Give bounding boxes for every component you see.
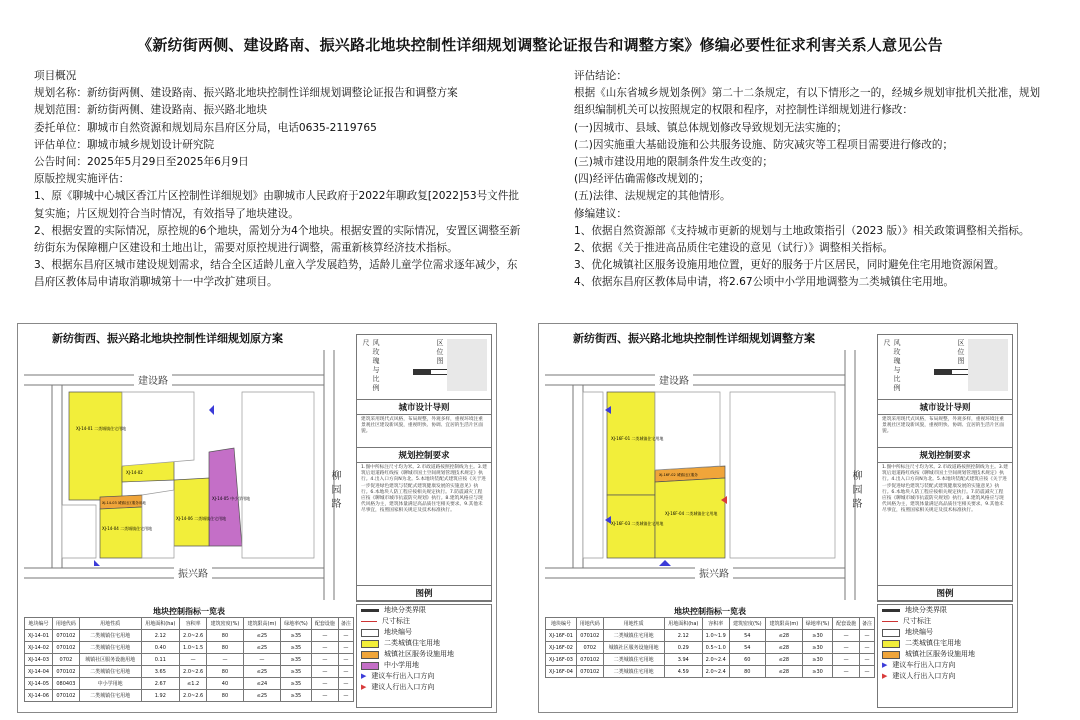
plot-xj-14-01 — [69, 392, 122, 500]
condition-1: (一)因城市、县域、镇总体规划修改导致规划无法实施的； — [574, 121, 848, 134]
plot-xj-16f-03 — [607, 495, 655, 558]
wind-rose-and-scale — [878, 335, 1012, 399]
indicator-table-grid — [24, 617, 354, 702]
road-label-bottom: 振兴路 — [695, 565, 733, 580]
table-title: 地块控制指标一览表 — [153, 607, 225, 616]
legend — [356, 604, 492, 708]
map-drawing — [24, 350, 354, 600]
conclusion-text: 根据《山东省城乡规划条例》第二十二条规定，有以下情形之一的，经城乡规划审批机关批准，规划组织编制机关可以按照规定的权限和程序，对控制性详细规划进行修改： — [574, 87, 1041, 117]
plot-xj-16f-01 — [607, 392, 655, 495]
side-info-panel — [877, 334, 1013, 602]
plot-xj-14-04 — [100, 507, 142, 558]
table-row: XJ-14-06 070102 二类城镇住宅用地 1.92 2.0~2.6 80 ≤25 ≥35 — — — [25, 690, 354, 702]
plot-label: XJ-16F-02 城镇社区服务 — [659, 473, 698, 477]
road-label-right: 柳园路 — [329, 470, 340, 512]
legend-item: ▶ 建议人行出入口方向 — [361, 683, 435, 691]
table-row: XJ-16F-04 070102 二类城镇住宅用地 4.59 2.0~2.4 80 ≤28 ≥30 — — — [546, 666, 875, 678]
commissioning-unit: 委托单位：聊城市自然资源和规划局东昌府区分局，电话0635-2119765 — [34, 121, 377, 134]
site-plan-drawing — [24, 350, 354, 600]
table-row: XJ-16F-03 070102 二类城镇住宅用地 3.94 2.0~2.4 60 ≤28 ≥30 — — — [546, 654, 875, 666]
suggestion-3: 3、优化城镇社区服务设施用地位置，更好的服务于片区居民，同时避免住宅用地资源闲置。 — [574, 259, 1005, 272]
location-map-label: 区位图 — [436, 339, 444, 366]
design-guide-text: 建筑采用现代式风格，布局规整，外观多样，重视环境注重景观社区建设新风貌，重视明快、协调、宜居的生活片区面貌。 — [361, 417, 483, 435]
wind-rose-label: 风玫瑰与比例尺 — [883, 339, 901, 393]
control-requirements-heading: 规划控制要求 — [878, 447, 1012, 463]
suggestion-2: 2、依据《关于推进高品质住宅建设的意见（试行）》调整相关指标。 — [574, 242, 894, 255]
legend-item: 中小学用地 — [357, 660, 491, 671]
plot-label: XJ-14-05 中小学用地 — [212, 496, 251, 501]
condition-2: (二)因实施重大基础设施和公共服务设施、防灾减灾等工程项目需要进行修改的； — [574, 138, 954, 151]
map-title: 新纺街西、振兴路北地块控制性详细规划调整方案 — [573, 332, 815, 345]
legend — [877, 604, 1013, 708]
side-info-panel — [356, 334, 492, 602]
plot-label: XJ-14-04 二类城镇住宅用地 — [102, 526, 153, 531]
plan-name: 规划名称：新纺街两侧、建设路南、振兴路北地块控制性详细规划调整论证报告和调整方案 — [34, 87, 458, 100]
plot-xj-16f-04 — [655, 478, 725, 558]
control-requirements-heading: 规划控制要求 — [357, 447, 491, 463]
table-header-row: 地块编号 用地代码 用地性质 用地面积(ha) 容积率 建筑密度(%) 建筑限高(m) 绿地率(%) 配套设施 备注 — [546, 618, 875, 630]
plot-label: XJ-14-03 城镇社区服务用地 — [102, 501, 146, 505]
road-label-top: 建设路 — [134, 372, 172, 387]
plot-label: XJ-14-02 — [126, 470, 143, 475]
indicator-table — [24, 606, 354, 702]
map-drawing — [545, 350, 875, 600]
legend-heading: 图例 — [357, 585, 491, 601]
table-header-row: 地块编号 用地代码 用地性质 用地面积(ha) 容积率 建筑密度(%) 建筑限高(m) 绿地率(%) 配套设施 备注 — [25, 618, 354, 630]
notice-period: 公告时间：2025年5月29日至2025年6月9日 — [34, 156, 249, 169]
legend-item: 二类城镇住宅用地 — [878, 638, 1012, 649]
left-column — [34, 68, 524, 292]
plot-label: XJ-14-01 二类城镇住宅用地 — [76, 426, 127, 431]
plot-label: XJ-16F-04 二类城镇住宅用地 — [665, 511, 718, 516]
condition-3: (三)城市建设用地的限制条件发生改变的； — [574, 156, 773, 169]
suggestion-4: 4、依据东昌府区教体局申请，将2.67公顷中小学用地调整为二类城镇住宅用地。 — [574, 276, 954, 289]
adjusted-plan-map — [538, 323, 1018, 713]
indicator-table — [545, 606, 875, 678]
evaluation-unit: 评估单位：聊城市城乡规划设计研究院 — [34, 138, 215, 151]
road-label-bottom: 振兴路 — [174, 565, 212, 580]
condition-5: (五)法律、法规规定的其他情形。 — [574, 190, 731, 203]
table-title: 地块控制指标一览表 — [674, 607, 746, 616]
legend-item: 尺寸标注 — [878, 616, 1012, 627]
location-map-label: 区位图 — [957, 339, 965, 366]
legend-item: 地块分类界限 — [878, 605, 1012, 616]
evaluation-item-3: 3、根据东昌府区城市建设规划需求，结合全区适龄儿童入学发展趋势，适龄儿童学位需求逐年减少，东昌府区教体局申请取消聊城第十一中学改扩建项目。 — [34, 259, 518, 289]
control-requirements-text: 1.图中所标注尺寸均为米。2.市政道路按照控制线为主。3.建筑后退道路红线按《聊城市国土空间规划管理技术规定》执行。4.出入口方向N为北。5.本地块装配式建筑应按《关于进一步促进绿色建筑与装配式建筑健康发展的实施意见》执行。6.本地块人防工程应按相关规定执行。7.防震减灾工程应按《聊城市城市抗震防灾规划》执行。8.建筑风格应与现代风格为主，建筑体量满足高品质住宅相关要求。9.其他未尽事宜，按照国家相关规定及技术标准执行。 — [882, 465, 1008, 514]
location-map — [968, 339, 1008, 391]
conclusion-heading: 评估结论： — [574, 70, 627, 82]
legend-item: 地块分类界限 — [357, 605, 491, 616]
legend-item: 二类城镇住宅用地 — [357, 638, 491, 649]
design-guide-heading: 城市设计导则 — [357, 399, 491, 415]
design-guide-text: 建筑采用现代式风格，布局规整，外观多样，重视环境注重景观社区建设新风貌，重视明快、协调、宜居的生活片区面貌。 — [882, 417, 1004, 435]
evaluation-item-1: 1、原《聊城中心城区香江片区控制性详细规划》由聊城市人民政府于2022年聊政复[2022]53号文件批复实施；片区规划符合当时情况，有效指导了地块建设。 — [34, 190, 519, 220]
control-requirements-text: 1.图中所标注尺寸均为米。2.市政道路按照控制线为主。3.建筑后退道路红线按《聊城市国土空间规划管理技术规定》执行。4.出入口方向N为北。5.本地块装配式建筑应按《关于进一步促进绿色建筑与装配式建筑健康发展的实施意见》执行。6.本地块人防工程应按相关规定执行。7.防震减灾工程应按《聊城市城市抗震防灾规划》执行。8.建筑风格应与现代风格为主，建筑体量满足高品质住宅相关要求。9.其他未尽事宜，按照国家相关规定及技术标准执行。 — [361, 465, 487, 514]
legend-item: 城镇社区服务设施用地 — [878, 649, 1012, 660]
wind-rose-and-scale — [357, 335, 491, 399]
legend-item: ▶ 建议车行出入口方向 — [882, 661, 956, 669]
condition-4: (四)经评估确需修改规划的； — [574, 173, 710, 186]
road-label-right: 柳园路 — [850, 470, 861, 512]
site-plan-drawing — [545, 350, 875, 600]
right-column — [574, 68, 1050, 292]
plot-xj-14-06 — [174, 478, 209, 546]
page-title: 《新纺街两侧、建设路南、振兴路北地块控制性详细规划调整论证报告和调整方案》修编必要性征求利害关系人意见公告 — [137, 36, 943, 54]
original-plan-map — [17, 323, 497, 713]
legend-item: 地块编号 — [357, 627, 491, 638]
table-row: XJ-14-02 070102 二类城镇住宅用地 0.40 1.0~1.5 80 ≤25 ≥35 — — — [25, 642, 354, 654]
location-map — [447, 339, 487, 391]
table-row: XJ-16F-01 070102 二类城镇住宅用地 2.12 1.0~1.9 54 ≤28 ≥30 — — — [546, 630, 875, 642]
section-heading: 项目概况 — [34, 70, 77, 82]
table-row: XJ-16F-02 0702 城镇社区服务设施用地 0.29 0.5~1.0 54 ≤28 ≥30 — — — [546, 642, 875, 654]
table-row: XJ-14-03 0702 城镇社区服务设施用地 0.11 — — — ≥35 — — — [25, 654, 354, 666]
design-guide-heading: 城市设计导则 — [878, 399, 1012, 415]
table-row: XJ-14-04 070102 二类城镇住宅用地 3.65 2.0~2.6 80 ≤25 ≥35 — — — [25, 666, 354, 678]
plan-scope: 规划范围：新纺街两侧、建设路南、振兴路北地块 — [34, 104, 268, 117]
map-title: 新纺街西、振兴路北地块控制性详细规划原方案 — [52, 332, 283, 345]
legend-item: 地块编号 — [878, 627, 1012, 638]
table-row: XJ-14-01 070102 二类城镇住宅用地 2.12 2.0~2.6 80 ≤25 ≥35 — — — [25, 630, 354, 642]
table-row: XJ-14-05 080403 中小学用地 2.67 ≤1.2 40 ≤24 ≥35 — — — [25, 678, 354, 690]
evaluation-item-2: 2、根据安置的实际情况，原控规的6个地块，需划分为4个地块。根据安置的实际情况，安置区调整至新纺街东为保障棚户区建设和土地出让，需要对原控规进行调整，需重新核算经济技术指标。 — [34, 224, 521, 255]
plot-label: XJ-14-06 二类城镇住宅用地 — [176, 516, 227, 521]
legend-heading: 图例 — [878, 585, 1012, 601]
plot-label: XJ-16F-03 二类城镇住宅用地 — [611, 521, 664, 526]
suggestion-heading: 修编建议： — [574, 207, 627, 220]
legend-item: ▶ 建议车行出入口方向 — [361, 672, 435, 680]
wind-rose-label: 风玫瑰与比例尺 — [362, 339, 380, 393]
legend-item: ▶ 建议人行出入口方向 — [882, 672, 956, 680]
plot-label: XJ-16F-01 二类城镇住宅用地 — [611, 436, 664, 441]
indicator-table-grid — [545, 617, 875, 678]
road-label-top: 建设路 — [655, 372, 693, 387]
evaluation-heading: 原版控规实施评估： — [34, 173, 130, 186]
legend-item: 城镇社区服务设施用地 — [357, 649, 491, 660]
legend-item: 尺寸标注 — [357, 616, 491, 627]
suggestion-1: 1、依据自然资源部《支持城市更新的规划与土地政策指引（2023 版）》相关政策调整相关指标。 — [574, 224, 1030, 237]
